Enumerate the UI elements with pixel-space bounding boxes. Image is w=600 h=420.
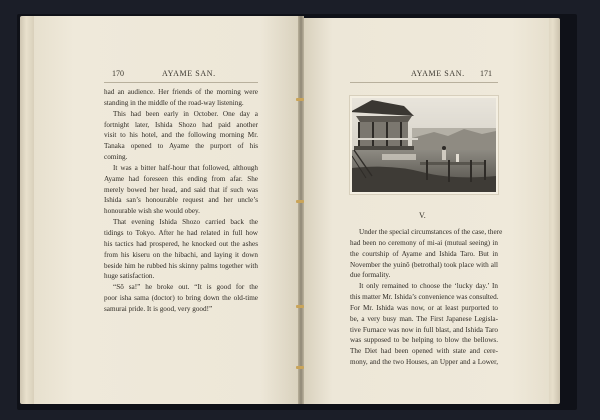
right-running-head: AYAME SAN. bbox=[411, 69, 465, 78]
text-line: Under the special circumstances of the case, there bbox=[359, 228, 503, 236]
text-line: the courtship of Ayame and Ishida Taro. But in bbox=[350, 249, 498, 258]
binding-thread bbox=[296, 305, 304, 308]
text-line: huge satisfaction. bbox=[104, 272, 155, 281]
left-header-rule bbox=[104, 82, 258, 83]
text-line: It was a bitter half-hour that followed, although bbox=[113, 163, 258, 172]
teahouse-photograph bbox=[352, 98, 496, 192]
text-line: “Sō sa!” he broke out. “It is good for the bbox=[113, 283, 258, 292]
right-page-edges bbox=[548, 18, 560, 404]
text-line: Ayame had foreseen this ending from afar. She bbox=[104, 174, 258, 183]
text-line: visit to his hotel, and the following morning Mr. bbox=[104, 131, 258, 140]
text-line: standing in the middle of the road-way listening. bbox=[104, 98, 244, 107]
book-gutter bbox=[298, 16, 304, 404]
text-line: had been no ceremony of mi-ai (mutual seeing) in bbox=[350, 238, 498, 247]
left-body-text bbox=[104, 87, 258, 315]
text-line: coming. bbox=[104, 153, 128, 162]
chapter-section-number: V. bbox=[419, 211, 426, 220]
text-line: his tactics had prospered, he knocked out the ashes bbox=[104, 239, 258, 248]
text-line: November the yuinō (betrothal) took place with all bbox=[350, 260, 498, 269]
right-body-text bbox=[350, 227, 503, 368]
text-line: This had been early in October. One day a bbox=[113, 109, 258, 118]
right-page-number: 171 bbox=[480, 69, 492, 78]
text-line: merely bowed her head, and said that if such was bbox=[104, 185, 258, 194]
text-line: from his kiseru on the hibachi, and laying it down bbox=[104, 250, 258, 259]
text-line: samurai pride. It is good, very good!” bbox=[104, 304, 213, 313]
text-line: The Diet had been opened with state and cere- bbox=[350, 347, 498, 356]
text-line: had an audience. Her friends of the morning were bbox=[104, 88, 258, 96]
text-line: due formality. bbox=[350, 271, 391, 280]
binding-thread bbox=[296, 366, 304, 369]
binding-thread bbox=[296, 200, 304, 203]
text-line: For Mr. Ishida was now, or at least purported to bbox=[350, 303, 498, 312]
text-line: That evening Ishida Shozo carried back the bbox=[113, 218, 258, 227]
binding-thread bbox=[296, 98, 304, 101]
text-line: tive Furnace was now in full blast, and Ishida Taro bbox=[350, 325, 498, 334]
text-line: be, a very busy man. The First Japanese Legisla- bbox=[350, 314, 498, 323]
text-line: Ishida san’s honourable request and her uncle’s bbox=[104, 196, 258, 205]
text-line: mony, and the two Houses, an Upper and a Lower, bbox=[350, 358, 498, 367]
text-line: poor isha sama (doctor) to bring down the old-time bbox=[104, 294, 258, 303]
text-line: beside him he rubbed his skinny palms together with bbox=[104, 261, 258, 270]
text-line: was supposed to be helping to blow the bellows. bbox=[350, 336, 498, 345]
left-running-head: AYAME SAN. bbox=[162, 69, 216, 78]
left-page-number: 170 bbox=[112, 69, 124, 78]
text-line: tidings to Tokyo. After he had related in full how bbox=[104, 228, 258, 237]
text-line: fortnight later, Ishida Shozo had paid another bbox=[104, 120, 258, 129]
text-line: this matter Mr. Ishida’s convenience was consulted. bbox=[350, 293, 499, 302]
text-line: Tanaka opened to Ayame the purport of his bbox=[104, 142, 258, 151]
text-line: It only remained to choose the ‘lucky day.’ In bbox=[359, 282, 498, 291]
right-header-rule bbox=[350, 82, 498, 83]
text-line: honourable wish she would obey. bbox=[104, 207, 200, 216]
